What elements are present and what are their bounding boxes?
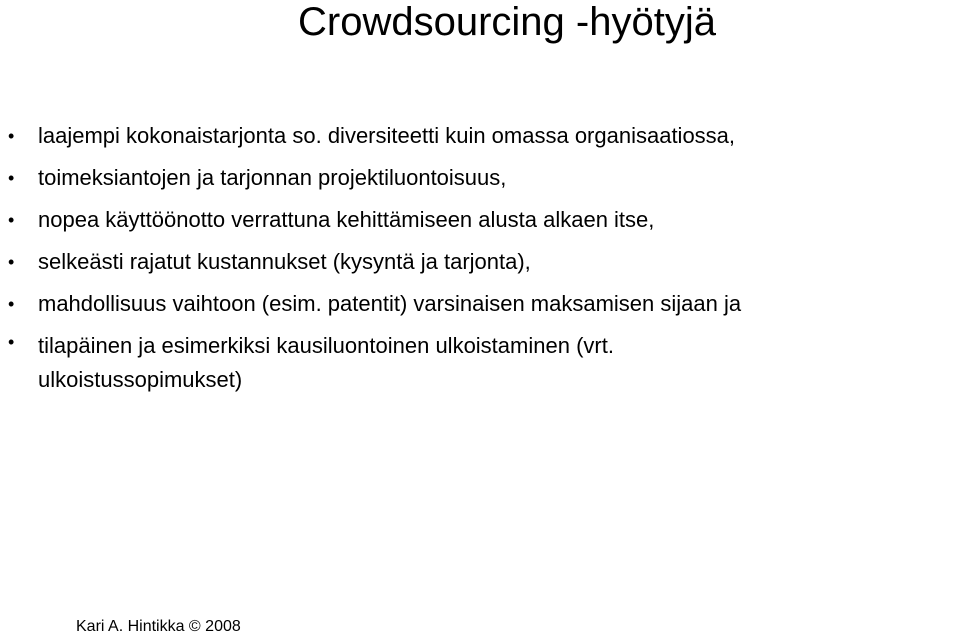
slide-title: Crowdsourcing -hyötyjä: [298, 0, 716, 44]
bullet-item: [0, 157, 960, 199]
bullet-item: [0, 325, 818, 397]
bullet-text: tilapäinen ja esimerkiksi kausiluontoinen ulkoistaminen (vrt. ulkoistussopimukset): [38, 333, 614, 392]
footer-copyright: Kari A. Hintikka © 2008: [76, 618, 241, 635]
bullet-icon: •: [8, 332, 15, 352]
bullet-item: [0, 241, 960, 283]
bullet-icon: •: [8, 294, 15, 314]
bullet-item: [0, 283, 960, 325]
bullet-text: laajempi kokonaistarjonta so. diversiteetti kuin omassa organisaatiossa,: [38, 123, 736, 148]
bullet-icon: •: [8, 126, 15, 146]
bullet-text: toimeksiantojen ja tarjonnan projektiluontoisuus,: [38, 165, 507, 190]
bullet-item: [0, 199, 960, 241]
bullet-icon: •: [8, 168, 15, 188]
bullet-icon: •: [8, 210, 15, 230]
bullet-icon: •: [8, 252, 15, 272]
bullet-text: nopea käyttöönotto verrattuna kehittämiseen alusta alkaen itse,: [38, 207, 655, 232]
bullet-text: selkeästi rajatut kustannukset (kysyntä ja tarjonta),: [38, 249, 531, 274]
bullet-text: mahdollisuus vaihtoon (esim. patentit) varsinaisen maksamisen sijaan ja: [38, 291, 742, 316]
bullet-item: [0, 115, 960, 157]
bullet-list: [0, 115, 960, 397]
